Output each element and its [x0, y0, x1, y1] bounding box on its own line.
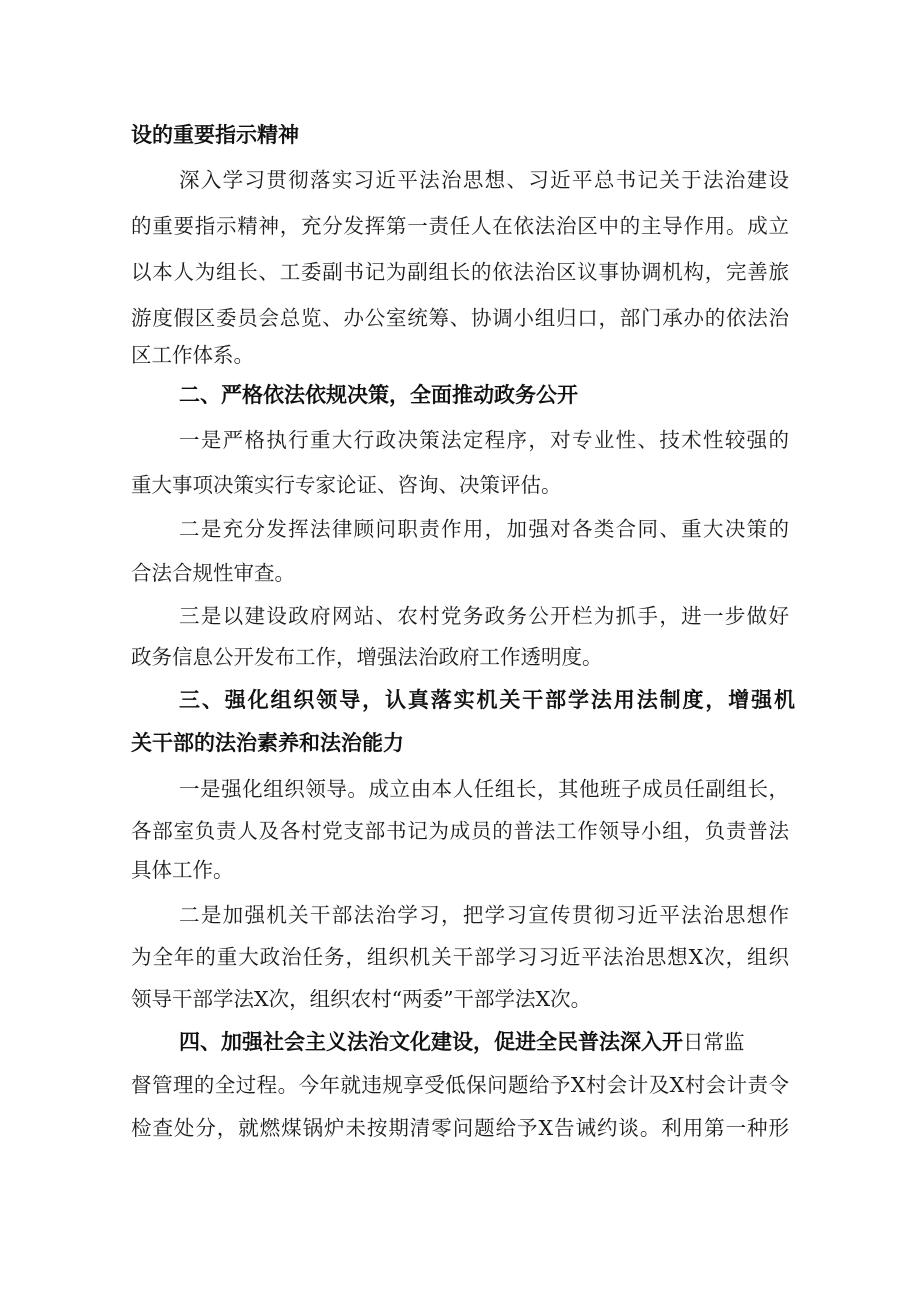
section3-paragraph-line: 各部室负责人及各村党支部书记为成员的普法工作领导小组，负责普法	[131, 819, 789, 843]
intro-paragraph-line: 的重要指示精神，充分发挥第一责任人在依法治区中的主导作用。成立	[131, 214, 789, 238]
section2-paragraph-line: 三是以建设政府网站、农村党务政务公开栏为抓手，进一步做好	[179, 604, 789, 628]
section4-heading-tail: 日常监	[683, 1030, 745, 1054]
intro-paragraph-line: 游度假区委员会总览、办公室统筹、协调小组归口，部门承办的依法治	[131, 306, 789, 330]
section2-paragraph-line: 重大事项决策实行专家论证、咨询、决策评估。	[131, 473, 562, 497]
section3-paragraph-line: 领导干部学法X次，组织农村“两委”干部学法X次。	[131, 987, 592, 1011]
continued-heading: 设的重要指示精神	[131, 123, 299, 147]
section4-paragraph-line: 检查处分，就燃煤锅炉未按期清零问题给予X告诫约谈。利用第一种形	[131, 1116, 789, 1140]
section3-paragraph-line: 具体工作。	[131, 858, 234, 882]
section2-paragraph-line: 政务信息公开发布工作，增强法治政府工作透明度。	[131, 645, 603, 669]
intro-paragraph-line: 区工作体系。	[131, 343, 254, 367]
intro-paragraph-line: 以本人为组长、工委副书记为副组长的依法治区议事协调机构，完善旅	[131, 260, 789, 284]
section2-paragraph-line: 二是充分发挥法律顾问职责作用，加强对各类合同、重大决策的	[179, 517, 789, 541]
section-heading-3: 三、强化组织领导，认真落实机关干部学法用法制度，增强机	[179, 688, 795, 712]
section4-paragraph-line: 督管理的全过程。今年就违规享受低保问题给予X村会计及X村会计责令	[131, 1073, 789, 1097]
section-heading-3: 关干部的法治素养和法治能力	[131, 731, 404, 755]
section-heading-4: 四、加强社会主义法治文化建设，促进全民普法深入开	[179, 1030, 683, 1054]
section2-paragraph-line: 一是严格执行重大行政决策法定程序，对专业性、技术性较强的	[179, 428, 789, 452]
section-heading-2: 二、严格依法依规决策，全面推动政务公开	[179, 383, 578, 407]
section2-paragraph-line: 合法合规性审查。	[131, 561, 295, 585]
section-heading-4-line	[179, 1028, 795, 1056]
section3-paragraph-line: 一是强化组织领导。成立由本人任组长，其他班子成员任副组长，	[179, 777, 789, 801]
intro-paragraph-line: 深入学习贯彻落实习近平法治思想、习近平总书记关于法治建设	[179, 168, 789, 192]
section3-paragraph-line: 二是加强机关干部法治学习，把学习宣传贯彻习近平法治思想作	[179, 903, 789, 927]
section3-paragraph-line: 为全年的重大政治任务，组织机关干部学习习近平法治思想X次，组织	[131, 945, 789, 969]
